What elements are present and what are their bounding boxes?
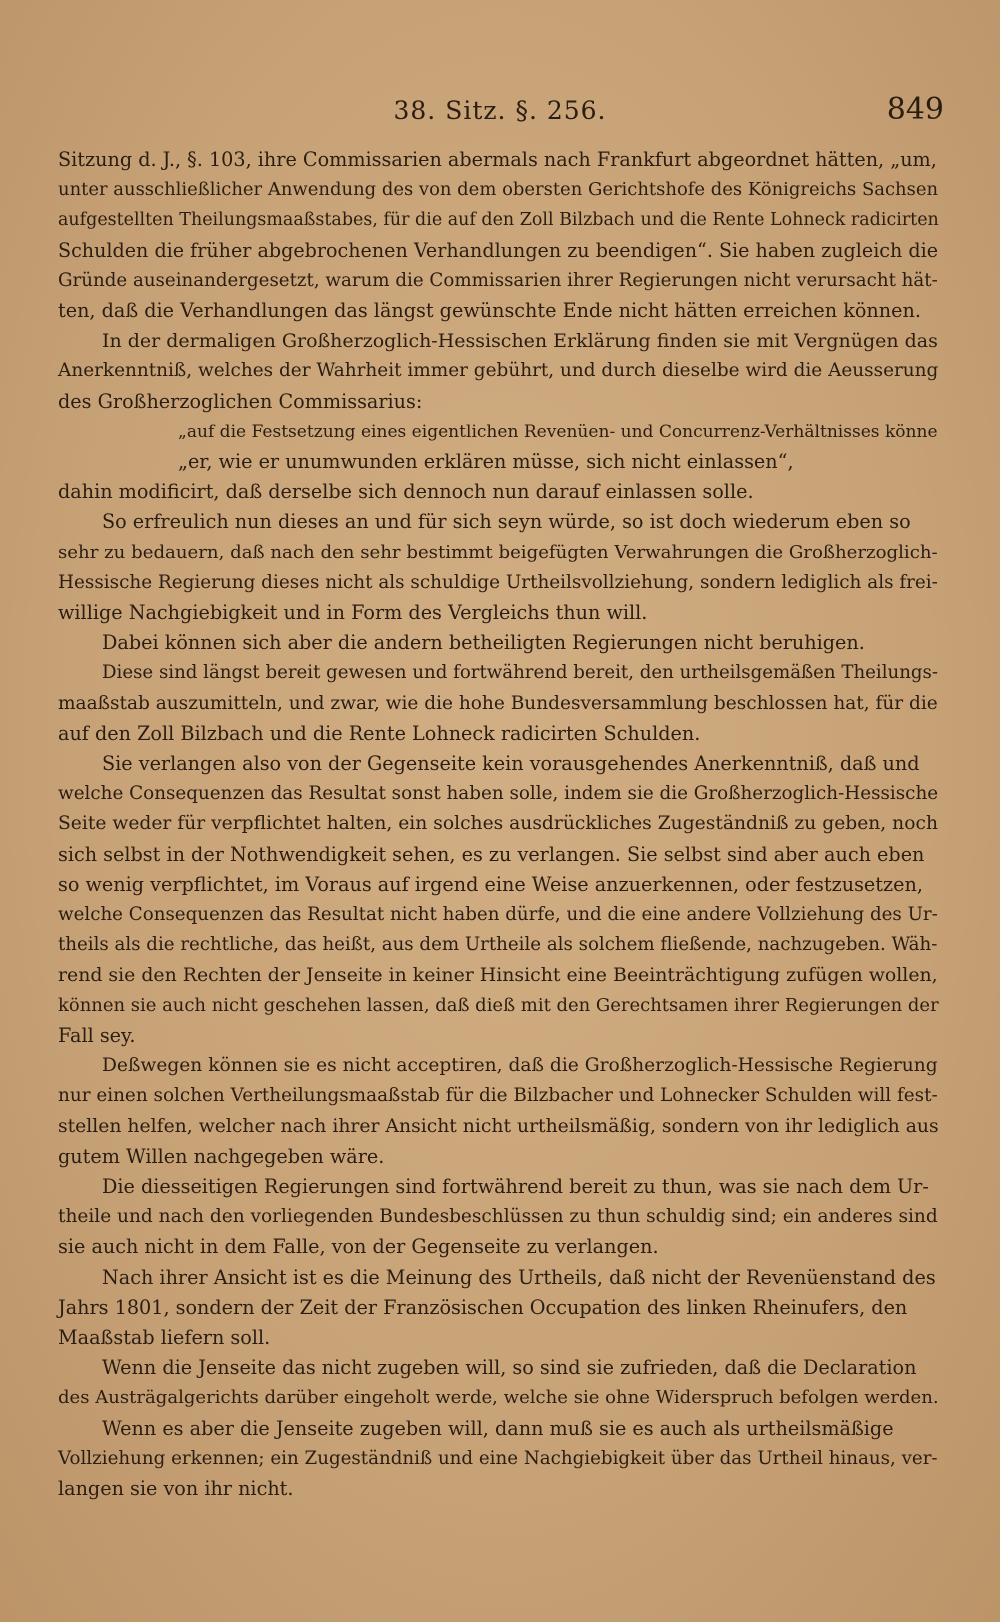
- text-line: des Austrägalgerichts darüber eingeholt werde, welche sie ohne Widerspruch befolgen werden.: [58, 1387, 939, 1409]
- text-line: rend sie den Rechten der Jenseite in keiner Hinsicht eine Beeinträchtigung zufügen wollen,: [58, 964, 938, 987]
- quote-line: „er, wie er unumwunden erklären müsse, sich nicht einlassen“,: [178, 450, 794, 474]
- text-line: In der dermaligen Großherzoglich-Hessischen Erklärung finden sie mit Vergnügen das: [102, 330, 938, 353]
- body-text: [58, 145, 938, 1504]
- text-line: Nach ihrer Ansicht ist es die Meinung des Urtheils, daß nicht der Revenüenstand des: [102, 1265, 936, 1289]
- text-line: Seite weder für verpflichtet halten, ein solches ausdrückliches Zugeständniß zu geben, noch: [58, 813, 938, 835]
- text-line: sich selbst in der Nothwendigkeit sehen, es zu verlangen. Sie selbst sind aber auch eben: [58, 842, 925, 866]
- text-line: Diese sind längst bereit gewesen und fortwährend bereit, den urtheilsgemäßen Theilungs-: [102, 662, 938, 684]
- page-number: 849: [886, 92, 944, 127]
- text-line: So erfreulich nun dieses an und für sich seyn würde, so ist doch wiederum eben so: [102, 510, 911, 534]
- text-line: auf den Zoll Bilzbach und die Rente Lohneck radicirten Schulden.: [58, 721, 701, 745]
- text-line: nur einen solchen Vertheilungsmaaßstab für die Bilzbacher und Lohnecker Schulden will fest-: [58, 1085, 938, 1107]
- text-line: dahin modificirt, daß derselbe sich dennoch nun darauf einlassen solle.: [58, 480, 754, 504]
- text-line: Sie verlangen also von der Gegenseite kein vorausgehendes Anerkenntniß, daß und: [102, 752, 920, 776]
- text-line: langen sie von ihr nicht.: [58, 1476, 294, 1500]
- text-line: Hessische Regierung dieses nicht als schuldige Urtheilsvollziehung, sondern lediglich als frei-: [58, 571, 938, 593]
- text-line: Fall sey.: [58, 1023, 136, 1047]
- text-line: stellen helfen, welcher nach ihrer Ansicht nicht urtheilsmäßig, sondern von ihr lediglich aus: [58, 1115, 939, 1137]
- text-line: des Großherzoglichen Commissarius:: [58, 389, 423, 413]
- text-line: Maaßstab liefern soll.: [58, 1325, 271, 1349]
- text-line: unter ausschließlicher Anwendung des von dem obersten Gerichtshofe des Königreichs Sachsen: [58, 179, 939, 201]
- text-line: sie auch nicht in dem Falle, von der Gegenseite zu verlangen.: [58, 1235, 659, 1259]
- text-line: theile und nach den vorliegenden Bundesbeschlüssen zu thun schuldig sind; ein anderes sind: [58, 1206, 938, 1228]
- text-line: gutem Willen nachgegeben wäre.: [58, 1144, 385, 1168]
- text-line: sehr zu bedauern, daß nach den sehr bestimmt beigefügten Verwahrungen die Großherzoglich-: [58, 541, 938, 563]
- text-line: Vollziehung erkennen; ein Zugeständniß und eine Nachgiebigkeit über das Urtheil hinaus, ver-: [58, 1447, 938, 1469]
- text-line: aufgestellten Theilungsmaaßstabes, für die auf den Zoll Bilzbach und die Rente Lohneck radicirten: [58, 210, 939, 231]
- running-head: 38. Sitz. §. 256.: [393, 96, 607, 125]
- page-header: [56, 92, 944, 132]
- text-line: Die diesseitigen Regierungen sind fortwährend bereit zu thun, was sie nach dem Ur-: [102, 1174, 929, 1198]
- text-line: Sitzung d. J., §. 103, ihre Commissarien abermals nach Frankfurt abgeordnet hätten, „um,: [58, 148, 937, 171]
- text-line: willige Nachgiebigkeit und in Form des Vergleichs thun will.: [58, 601, 648, 625]
- text-line: Jahrs 1801, sondern der Zeit der Französischen Occupation des linken Rheinufers, den: [58, 1295, 908, 1319]
- text-line: Deßwegen können sie es nicht acceptiren, daß die Großherzoglich-Hessische Regierung: [102, 1055, 938, 1077]
- text-line: so wenig verpflichtet, im Voraus auf irgend eine Weise anzuerkennen, oder festzusetzen,: [58, 872, 923, 896]
- text-line: Wenn die Jenseite das nicht zugeben will, so sind sie zufrieden, daß die Declaration: [102, 1356, 917, 1380]
- text-line: Schulden die früher abgebrochenen Verhandlungen zu beendigen“. Sie haben zugleich die: [58, 238, 939, 262]
- quote-line: „auf die Festsetzung eines eigentlichen Revenüen- und Concurrenz-Verhältnisses könne: [178, 421, 938, 442]
- text-line: welche Consequenzen das Resultat nicht haben dürfe, und die eine andere Vollziehung des Ur-: [58, 904, 938, 926]
- text-line: maaßstab auszumitteln, und zwar, wie die hohe Bundesversammlung beschlossen hat, für die: [58, 692, 938, 714]
- text-line: können sie auch nicht geschehen lassen, daß dieß mit den Gerechtsamen ihrer Regierungen der: [58, 994, 939, 1016]
- text-line: theils als die rechtliche, das heißt, aus dem Urtheile als solchem fließende, nachzugeben. Wäh-: [58, 934, 938, 956]
- text-line: ten, daß die Verhandlungen das längst gewünschte Ende nicht hätten erreichen können.: [58, 299, 921, 323]
- text-line: Dabei können sich aber die andern betheiligten Regierungen nicht beruhigen.: [102, 631, 865, 655]
- text-line: Gründe auseinandergesetzt, warum die Commissarien ihrer Regierungen nicht verursacht hät-: [58, 269, 938, 291]
- text-line: Anerkenntniß, welches der Wahrheit immer gebührt, und durch dieselbe wird die Aeusserung: [58, 360, 939, 382]
- text-line: welche Consequenzen das Resultat sonst haben solle, indem sie die Großherzoglich-Hessische: [58, 783, 939, 805]
- text-line: Wenn es aber die Jenseite zugeben will, dann muß sie es auch als urtheilsmäßige: [102, 1416, 894, 1440]
